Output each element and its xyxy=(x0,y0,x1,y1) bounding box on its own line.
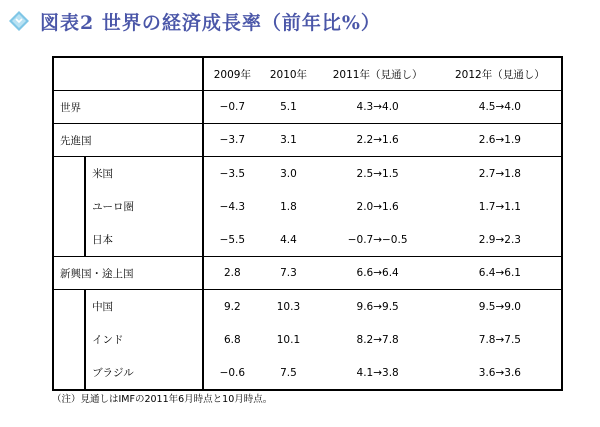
table-cell: 3.1 xyxy=(260,124,316,157)
table-row xyxy=(53,190,562,223)
table-cell: −4.3 xyxy=(219,200,246,213)
table-cell: 2.5→1.5 xyxy=(317,157,439,191)
row-label: インド xyxy=(85,323,203,356)
table-cell: 9.5→9.0 xyxy=(439,290,562,324)
table-cell: 6.4→6.1 xyxy=(439,257,562,290)
column-header: 2009年 xyxy=(203,57,260,91)
table-cell: 10.3 xyxy=(260,290,316,324)
table-cell: 4.5→4.0 xyxy=(439,91,562,124)
table-cell: 2.9→2.3 xyxy=(439,223,562,257)
table-row xyxy=(53,124,562,157)
table-cell: 7.3 xyxy=(260,257,316,290)
table-cell: 2.8 xyxy=(203,257,260,290)
table-row xyxy=(53,223,562,257)
table-cell: 7.8→7.5 xyxy=(478,333,521,346)
table-cell: 7.5 xyxy=(260,356,316,390)
table-cell: 1.8 xyxy=(280,200,297,213)
indent-cell xyxy=(53,290,85,324)
title-bar xyxy=(8,6,381,36)
table-cell: 4.4 xyxy=(260,223,316,257)
table-cell: 6.8 xyxy=(223,333,241,346)
table-cell: 3.6→3.6 xyxy=(439,356,562,390)
table-cell: 2.0→1.6 xyxy=(356,200,399,213)
indent-cell xyxy=(53,157,85,191)
indent-cell xyxy=(53,323,85,356)
table-cell: −0.6 xyxy=(203,356,260,390)
table-cell: 4.3→4.0 xyxy=(317,91,439,124)
row-label: 中国 xyxy=(85,290,203,324)
growth-table xyxy=(52,56,563,391)
table-cell: −3.5 xyxy=(203,157,260,191)
table-cell: 1.7→1.1 xyxy=(478,200,521,213)
table-cell: 2.7→1.8 xyxy=(439,157,562,191)
table-cell: 10.1 xyxy=(276,333,301,346)
diamond-arrow-icon xyxy=(8,10,30,32)
table-cell: 3.0 xyxy=(260,157,316,191)
column-header: 2010年 xyxy=(260,57,316,91)
table-row xyxy=(53,157,562,191)
table-cell: 8.2→7.8 xyxy=(356,333,399,346)
table-cell: −0.7 xyxy=(203,91,260,124)
table-header-row xyxy=(53,57,562,91)
row-label: 先進国 xyxy=(53,124,203,157)
indent-cell xyxy=(53,356,85,390)
table-cell: 5.1 xyxy=(260,91,316,124)
row-label: 世界 xyxy=(53,91,203,124)
page-title: 図表2 世界の経済成長率（前年比%） xyxy=(40,11,381,34)
table-row xyxy=(53,323,562,356)
table-row xyxy=(53,290,562,324)
table-cell: 6.6→6.4 xyxy=(317,257,439,290)
column-header: 2012年（見通し） xyxy=(439,57,562,91)
table-cell: 2.6→1.9 xyxy=(439,124,562,157)
row-label: 日本 xyxy=(85,223,203,257)
table-cell: 4.1→3.8 xyxy=(317,356,439,390)
table-row xyxy=(53,91,562,124)
table-cell: −5.5 xyxy=(203,223,260,257)
row-label: 米国 xyxy=(85,157,203,191)
indent-cell xyxy=(53,223,85,257)
table-row xyxy=(53,356,562,390)
table-cell: 9.6→9.5 xyxy=(317,290,439,324)
indent-cell xyxy=(53,190,85,223)
table-cell: −3.7 xyxy=(203,124,260,157)
table-cell: 9.2 xyxy=(203,290,260,324)
table-row xyxy=(53,257,562,290)
header-blank-cell xyxy=(85,57,203,91)
column-header: 2011年（見通し） xyxy=(317,57,439,91)
row-label: ユーロ圏 xyxy=(85,190,203,223)
table-cell: −0.7→−0.5 xyxy=(317,223,439,257)
table-cell: 2.2→1.6 xyxy=(317,124,439,157)
footnote: （注）見通しはIMFの2011年6月時点と10月時点。 xyxy=(52,394,273,405)
row-label: 新興国・途上国 xyxy=(53,257,203,290)
row-label: ブラジル xyxy=(85,356,203,390)
header-blank-pad xyxy=(53,57,85,91)
